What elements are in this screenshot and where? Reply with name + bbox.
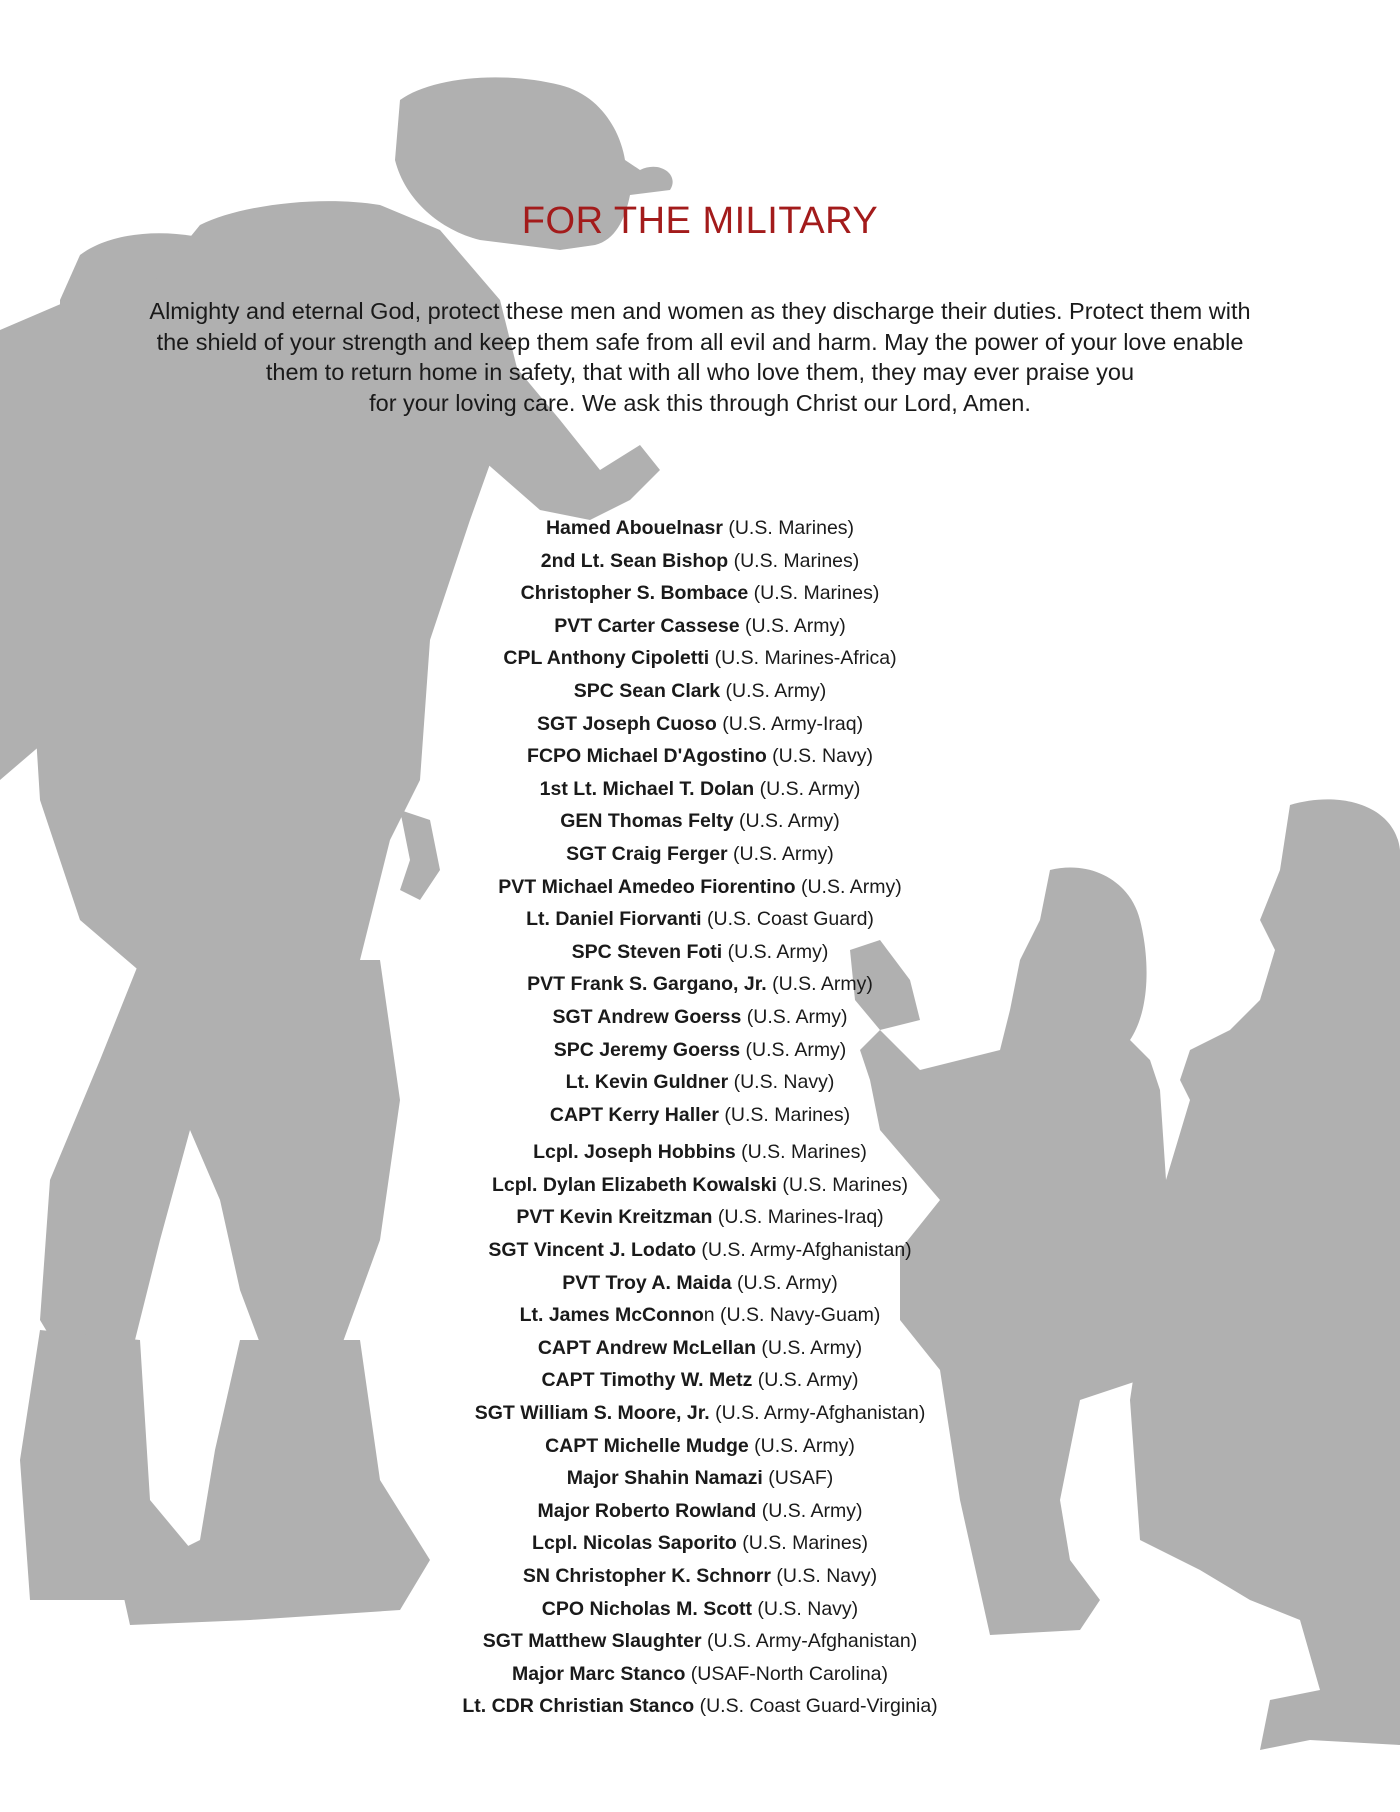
list-item (0, 740, 1400, 773)
service-branch: (U.S. Army) (756, 1499, 863, 1522)
list-item (0, 1001, 1400, 1034)
list-item (0, 903, 1400, 936)
list-item (0, 1169, 1400, 1202)
list-item (0, 805, 1400, 838)
list-item (0, 871, 1400, 904)
service-member-name: SN Christopher K. Schnorr (522, 1565, 771, 1587)
service-branch: (U.S. Navy) (728, 1071, 835, 1094)
list-item (0, 1593, 1400, 1626)
service-member-name: PVT Kevin Kreitzman (516, 1206, 713, 1229)
service-branch: (U.S. Army) (727, 842, 834, 865)
service-branch: (U.S. Marines) (748, 582, 880, 605)
service-member-name: Lt. Kevin Guldner (565, 1071, 729, 1094)
service-member-name: Lcpl. Joseph Hobbins (533, 1141, 736, 1164)
service-branch: (U.S. Army) (733, 810, 840, 833)
service-member-name: PVT Troy A. Maida (562, 1271, 732, 1294)
service-branch: (U.S. Coast Guard-Virginia) (694, 1695, 938, 1718)
list-item (0, 642, 1400, 675)
service-branch: (U.S. Army) (755, 1336, 863, 1359)
service-branch: (U.S. Army) (740, 1038, 847, 1061)
service-member-name: Major Shahin Namazi (566, 1467, 763, 1490)
service-branch: (U.S. Army) (766, 973, 873, 996)
service-member-name: Major Marc Stanco (511, 1662, 686, 1685)
service-member-name: SGT Andrew Goerss (552, 1005, 742, 1028)
service-member-name: PVT Frank S. Gargano, Jr. (527, 973, 767, 996)
service-branch: (U.S. Army) (754, 777, 861, 800)
service-member-name: CAPT Timothy W. Metz (541, 1369, 753, 1392)
service-branch: (USAF) (762, 1467, 834, 1490)
list-item (0, 1136, 1400, 1169)
list-item (0, 1099, 1400, 1132)
service-member-name: PVT Michael Amedeo Fiorentino (498, 875, 796, 898)
prayer-text (90, 296, 1310, 418)
service-branch: (U.S. Army) (741, 1005, 848, 1028)
service-branch: (U.S. Army) (748, 1434, 855, 1457)
list-item (0, 1430, 1400, 1463)
service-member-name: CPL Anthony Cipoletti (503, 647, 710, 670)
service-branch: (U.S. Navy) (770, 1565, 878, 1587)
service-branch: (U.S. Marines) (718, 1103, 851, 1126)
service-member-name: PVT Carter Cassese (554, 614, 740, 637)
list-item (0, 1201, 1400, 1234)
service-branch: (U.S. Marines) (735, 1141, 867, 1164)
service-branch: (U.S. Army) (722, 940, 829, 963)
service-branch: (U.S. Army) (795, 875, 902, 898)
service-member-name: Lt. James McConno (519, 1304, 704, 1327)
list-item (0, 577, 1400, 610)
list-item (0, 1066, 1400, 1099)
list-item (0, 773, 1400, 806)
service-member-name: SGT Matthew Slaughter (482, 1630, 702, 1653)
list-item (0, 1364, 1400, 1397)
service-branch: (U.S. Marines) (776, 1173, 909, 1196)
list-item (0, 1495, 1400, 1528)
service-member-name: GEN Thomas Felty (560, 810, 734, 833)
service-member-name: Lt. CDR Christian Stanco (462, 1695, 695, 1718)
list-item (0, 936, 1400, 969)
service-member-name: Major Roberto Rowland (537, 1499, 757, 1522)
service-member-name: 1st Lt. Michael T. Dolan (539, 777, 755, 800)
service-member-name: CPO Nicholas M. Scott (541, 1597, 752, 1620)
service-member-name: Lt. Daniel Fiorvanti (526, 908, 702, 931)
list-item (0, 545, 1400, 578)
service-member-name: Lcpl. Nicolas Saporito (532, 1532, 737, 1555)
list-item (0, 675, 1400, 708)
service-member-name: SGT Craig Ferger (566, 842, 728, 865)
service-branch: (U.S. Army) (720, 679, 827, 702)
service-branch: (U.S. Navy) (766, 745, 873, 768)
honor-roll-list (0, 512, 1400, 1723)
list-item (0, 1690, 1400, 1723)
list-item (0, 1332, 1400, 1365)
service-member-name: Lcpl. Dylan Elizabeth Kowalski (491, 1173, 777, 1196)
service-branch: (U.S. Navy) (752, 1597, 859, 1620)
service-member-name: CAPT Andrew McLellan (537, 1336, 756, 1359)
service-branch: (U.S. Army) (752, 1369, 859, 1392)
service-member-name: CAPT Michelle Mudge (545, 1434, 749, 1457)
service-member-name: CAPT Kerry Haller (549, 1103, 719, 1126)
list-item (0, 838, 1400, 871)
service-member-name: 2nd Lt. Sean Bishop (540, 549, 729, 572)
list-item (0, 708, 1400, 741)
service-branch: (U.S. Marines) (728, 549, 860, 572)
service-branch: (USAF-North Carolina) (685, 1662, 889, 1685)
service-member-name: SGT Vincent J. Lodato (488, 1239, 696, 1262)
list-item (0, 1299, 1400, 1332)
list-item (0, 1034, 1400, 1067)
service-branch: n (U.S. Navy-Guam) (703, 1304, 881, 1327)
service-member-name: FCPO Michael D'Agostino (527, 745, 767, 768)
service-member-name: SGT William S. Moore, Jr. (474, 1402, 710, 1425)
service-branch: (U.S. Army) (739, 614, 846, 637)
page-title: FOR THE MILITARY (521, 200, 879, 242)
list-item (0, 1462, 1400, 1495)
list-item (0, 968, 1400, 1001)
service-member-name: Christopher S. Bombace (520, 582, 749, 605)
service-branch: (U.S. Marines) (736, 1532, 868, 1555)
service-member-name: SPC Sean Clark (573, 679, 721, 702)
service-member-name: SPC Jeremy Goerss (553, 1038, 741, 1061)
prayer-line: the shield of your strength and keep them safe from all evil and harm. May the power of your love enable (156, 328, 1244, 355)
list-item (0, 1527, 1400, 1560)
service-branch: (U.S. Marines) (722, 517, 855, 539)
prayer-line: Almighty and eternal God, protect these men and women as they discharge their duties. Protect them with (149, 298, 1251, 324)
list-item (0, 1625, 1400, 1658)
service-branch: (U.S. Marines-Africa) (709, 647, 897, 670)
service-branch: (U.S. Army-Afghanistan) (709, 1402, 926, 1425)
list-item (0, 1267, 1400, 1300)
list-item (0, 512, 1400, 545)
service-member-name: Hamed Abouelnasr (545, 517, 723, 539)
service-branch: (U.S. Army-Iraq) (716, 712, 864, 735)
service-branch: (U.S. Coast Guard) (701, 908, 874, 931)
service-branch: (U.S. Army-Afghanistan) (701, 1630, 918, 1653)
prayer-line: them to return home in safety, that with all who love them, they may ever praise you (265, 359, 1135, 385)
list-item (0, 610, 1400, 643)
service-branch: (U.S. Army-Afghanistan) (696, 1239, 912, 1262)
list-item (0, 1234, 1400, 1267)
service-member-name: SGT Joseph Cuoso (536, 712, 717, 735)
list-item (0, 1397, 1400, 1430)
service-branch: (U.S. Army) (731, 1271, 838, 1294)
service-branch: (U.S. Marines-Iraq) (712, 1206, 884, 1229)
service-member-name: SPC Steven Foti (571, 940, 723, 963)
prayer-line: for your loving care. We ask this through Christ our Lord, Amen. (369, 389, 1031, 416)
list-item (0, 1658, 1400, 1691)
list-item (0, 1560, 1400, 1593)
